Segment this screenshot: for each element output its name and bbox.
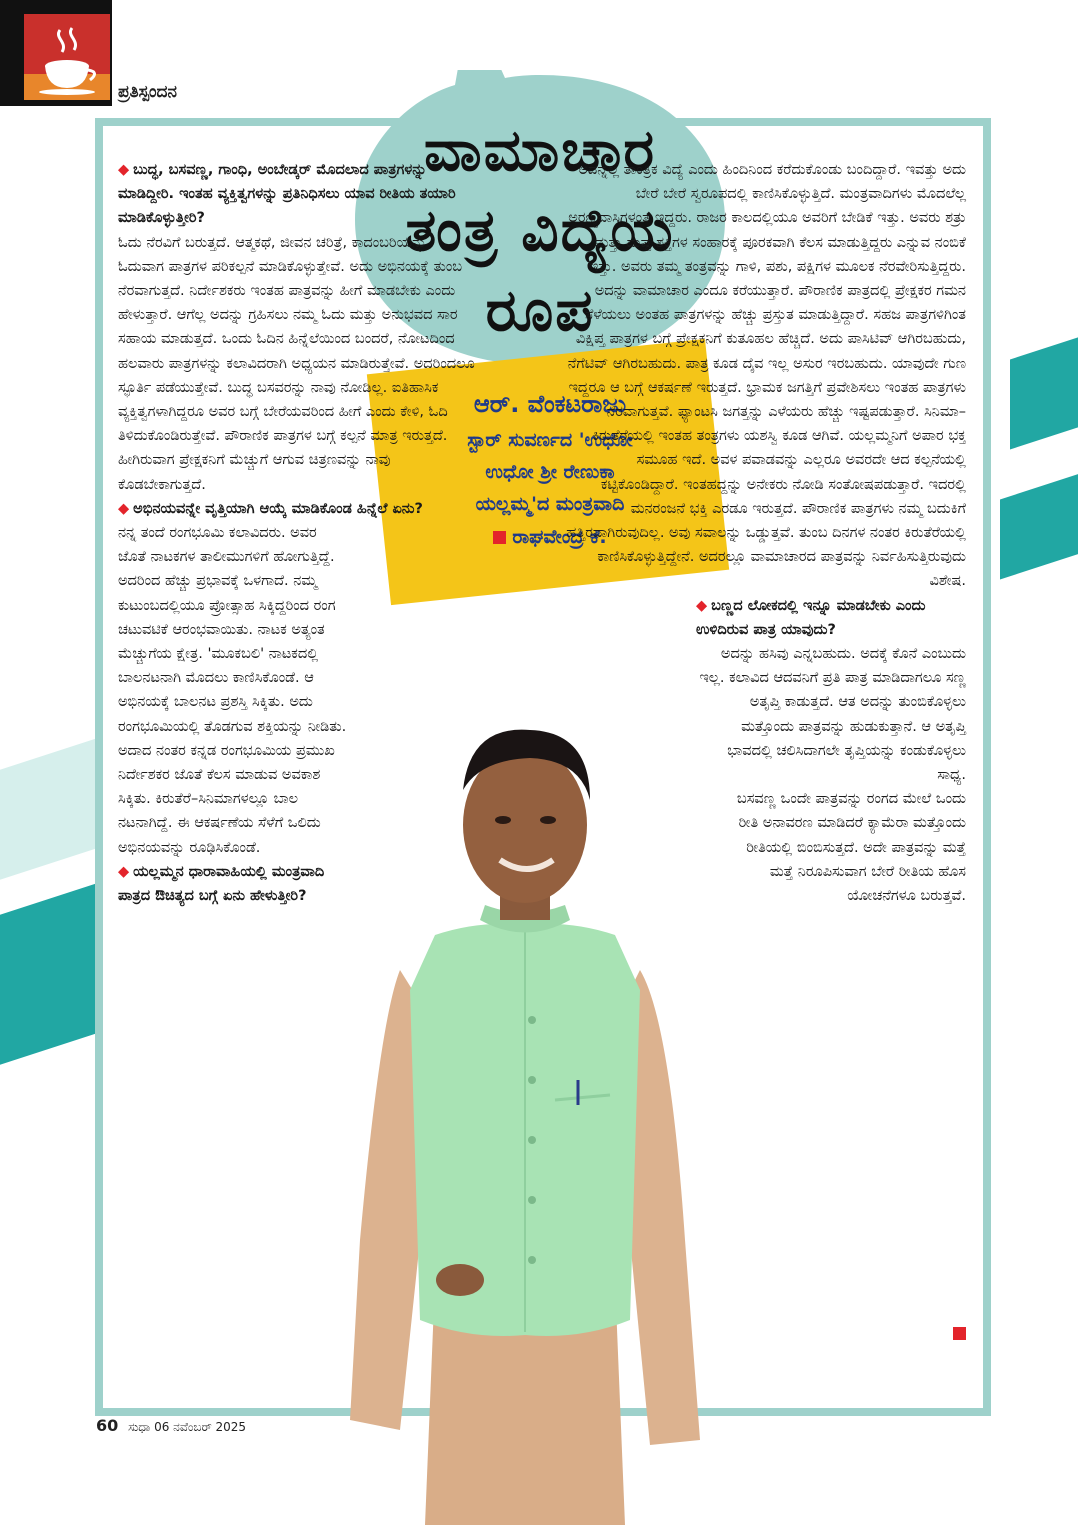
question-text: ಬಣ್ಣದ ಲೋಕದಲ್ಲಿ ಇನ್ನೂ ಮಾಡಬೇಕು ಎಂದು ಉಳಿದಿರುವ ಪಾತ್ರ ಯಾವುದು? <box>696 597 926 638</box>
question-text: ಬುದ್ಧ, ಬಸವಣ್ಣ, ಗಾಂಧಿ, ಅಂಬೇಡ್ಕರ್ ಮೊದಲಾದ ಪಾತ್ರಗಳನ್ನು ಮಾಡಿದ್ದೀರಿ. ಇಂತಹ ವ್ಯಕ್ತಿತ್ವಗಳನ್ನು ಪ್ರತಿನಿಧಿಸಲು ಯಾವ ರೀತಿಯ ತಯಾರಿ ಮಾಡಿಕೊಳ್ಳುತ್ತೀರಿ? <box>118 162 456 227</box>
answer-paragraph: ಅದನ್ನೆಲ್ಲ ತಾಂತ್ರಿಕ ವಿದ್ಯೆ ಎಂದು ಹಿಂದಿನಿಂದ ಕರೆದುಕೊಂಡು ಬಂದಿದ್ದಾರೆ. ಇವತ್ತು ಅದು ಬೇರೆ ಬೇರೆ ಸ್ವರೂಪದಲ್ಲಿ ಕಾಣಿಸಿಕೊಳ್ಳುತ್ತಿದೆ. ಮಂತ್ರವಾದಿಗಳು ಮೊದಲೆಲ್ಲ ಅರಣ್ಯವಾಸಿಗಳಂತೆ ಇದ್ದರು. ರಾಜರ ಕಾಲದಲ್ಲಿಯೂ ಅವರಿಗೆ ಬೇಡಿಕೆ ಇತ್ತು. ಅವರು ಶತ್ರು ಮತ್ತು ದುಷ್ಟ ಶಕ್ತಿಗಳ ಸಂಹಾರಕ್ಕೆ ಪೂರಕವಾಗಿ ಕೆಲಸ ಮಾಡುತ್ತಿದ್ದರು ಎನ್ನುವ ನಂಬಿಕೆ ಇತ್ತು. ಅವರು ತಮ್ಮ ತಂತ್ರವನ್ನು ಗಾಳಿ, ಪಶು, ಪಕ್ಷಿಗಳ ಮೂಲಕ ನೆರವೇರಿಸುತ್ತಿದ್ದರು. ಅದನ್ನು ವಾಮಾಚಾರ ಎಂದೂ ಕರೆಯುತ್ತಾರೆ. ಪೌರಾಣಿಕ ಪಾತ್ರದಲ್ಲಿ ಪ್ರೇಕ್ಷಕರ ಗಮನ ಸೆಳೆಯಲು ಅಂತಹ ಪಾತ್ರಗಳನ್ನು ಹೆಚ್ಚು ಪ್ರಸ್ತುತ ಮಾಡುತ್ತಿದ್ದಾರೆ. ಸಹಜ ಪಾತ್ರಗಳಿಗಿಂತ ವಿಕ್ಷಿಪ್ತ ಪಾತ್ರಗಳ ಬಗ್ಗೆ ಪ್ರೇಕ್ಷಕನಿಗೆ ಕುತೂಹಲ ಹೆಚ್ಚಿದೆ. ಅದು ಪಾಸಿಟಿವ್ ಆಗಿರಬಹುದು, ನೆಗೆಟಿವ್ ಆಗಿರಬಹುದು. ಪಾತ್ರ ಕೂಡ ದೈವ ಇಲ್ಲ ಅಸುರ ಇರಬಹುದು. ಯಾವುದೇ ಗುಣ ಇದ್ದರೂ ಆ ಬಗ್ಗೆ ಆಕರ್ಷಣೆ ಇರುತ್ತದೆ. ಭ್ರಾಮಕ ಜಗತ್ತಿಗೆ ಪ್ರವೇಶಿಸಲು ಇಂತಹ ಪಾತ್ರಗಳು ನೆರವಾಗುತ್ತವೆ. ಫ್ಯಾಂಟಸಿ ಜಗತ್ತನ್ನು ಎಳೆಯರು ಹೆಚ್ಚು ಇಷ್ಟಪಡುತ್ತಾರೆ. ಸಿನಿಮಾ–ಕಿರುತೆರೆಯಲ್ಲಿ ಇಂತಹ ತಂತ್ರಗಳು ಯಶಸ್ವಿ ಕೂಡ ಆಗಿವೆ. ಯಲ್ಲಮ್ಮನಿಗೆ ಅಪಾರ ಭಕ್ತ ಸಮೂಹ ಇದೆ. ಅವಳ ಪವಾಡವನ್ನು ಎಲ್ಲರೂ ಅವರದೇ ಆದ ಕಲ್ಪನೆಯಲ್ಲಿ ಕಟ್ಟಿಕೊಂಡಿದ್ದಾರೆ. ಇಂತಹದ್ದನ್ನು ಅನೇಕರು ನೋಡಿ ಸಂತೋಷಪಡುತ್ತಾರೆ. ಇದರಲ್ಲಿ ಮನರಂಜನೆ ಭಕ್ತಿ ಎರಡೂ ಇರುತ್ತದೆ. ಪೌರಾಣಿಕ ಪಾತ್ರಗಳು ನಮ್ಮ ಬದುಕಿಗೆ ಹತ್ತಿರವಾಗಿರುವುದಿಲ್ಲ. ಅವು ಸವಾಲನ್ನು ಒಡ್ಡುತ್ತವೆ. ತುಂಬ ದಿನಗಳ ನಂತರ ಕಿರುತೆರೆಯಲ್ಲಿ ಕಾಣಿಸಿಕೊಳ್ಳುತ್ತಿದ್ದೇನೆ. ಅದರಲ್ಲೂ ವಾಮಾಚಾರದ ಪಾತ್ರವನ್ನು ನಿರ್ವಹಿಸುತ್ತಿರುವುದು ವಿಶೇಷ. <box>566 162 966 590</box>
page-number: 60 <box>96 1416 119 1435</box>
bullet-square-icon <box>493 531 506 544</box>
byline-text: ರಾಘವೇಂದ್ರ ಕೆ. <box>512 526 607 548</box>
decorative-band <box>1000 461 1078 580</box>
guest-role-line: ಉಧೋ ಶ್ರೀ ರೇಣುಕಾ <box>485 461 615 483</box>
question-paragraph <box>118 497 476 521</box>
person-photo <box>340 720 710 1525</box>
footer-text: ಸುಧಾ 06 ನವೆಂಬರ್ 2025 <box>128 1420 247 1434</box>
diamond-bullet-icon: ◆ <box>696 597 708 614</box>
guest-role-line: ಯಲ್ಲಮ್ಮ'ದ ಮಂತ್ರವಾದಿ <box>475 493 625 515</box>
guest-name: ಆರ್. ವೆಂಕಟರಾಜು <box>473 390 627 418</box>
question-text: ಯಲ್ಲಮ್ಮನ ಧಾರಾವಾಹಿಯಲ್ಲಿ ಮಂತ್ರವಾದಿ ಪಾತ್ರದ ಔಚಿತ್ಯದ ಬಗ್ಗೆ ಏನು ಹೇಳುತ್ತೀರಿ? <box>118 863 325 905</box>
answer-paragraph: ನನ್ನ ತಂದೆ ರಂಗಭೂಮಿ ಕಲಾವಿದರು. ಅವರ ಜೊತೆ ನಾಟಕಗಳ ತಾಲೀಮುಗಳಿಗೆ ಹೋಗುತ್ತಿದ್ದೆ. ಅದರಿಂದ ಹೆಚ್ಚು ಪ್ರಭಾವಕ್ಕೆ ಒಳಗಾದೆ. ನಮ್ಮ ಕುಟುಂಬದಲ್ಲಿಯೂ ಪ್ರೋತ್ಸಾಹ ಸಿಕ್ಕಿದ್ದರಿಂದ ರಂಗ ಚಟುವಟಿಕೆ ಆರಂಭವಾಯಿತು. ನಾಟಕ ಅತ್ಯಂತ ಮೆಚ್ಚುಗೆಯ ಕ್ಷೇತ್ರ. 'ಮೂಕಬಲಿ' ನಾಟಕದಲ್ಲಿ ಬಾಲನಟನಾಗಿ ಮೊದಲು ಕಾಣಿಸಿಕೊಂಡೆ. ಆ ಅಭಿನಯಕ್ಕೆ ಬಾಲನಟ ಪ್ರಶಸ್ತಿ ಸಿಕ್ಕಿತು. ಅದು ರಂಗಭೂಮಿಯಲ್ಲಿ ತೊಡಗುವ ಶಕ್ತಿಯನ್ನು ನೀಡಿತು. ಅದಾದ ನಂತರ ಕನ್ನಡ ರಂಗಭೂಮಿಯ ಪ್ರಮುಖ ನಿರ್ದೇಶಕರ ಜೊತೆ ಕೆಲಸ ಮಾಡುವ ಅವಕಾಶ ಸಿಕ್ಕಿತು. ಕಿರುತೆರೆ–ಸಿನಿಮಾಗಳಲ್ಲೂ ಬಾಲ ನಟನಾಗಿದ್ದೆ. ಈ ಆಕರ್ಷಣೆಯ ಸೆಳೆಗೆ ಒಲಿದು ಅಭಿನಯವನ್ನು ರೂಢಿಸಿಕೊಂಡೆ. <box>118 525 347 856</box>
coffee-cup-icon <box>30 22 104 96</box>
headline-line: ವಾಮಾಚಾರ <box>423 116 657 184</box>
end-mark-square-icon <box>953 1327 966 1340</box>
answer-paragraph: ಬಸವಣ್ಣ ಒಂದೇ ಪಾತ್ರವನ್ನು ರಂಗದ ಮೇಲೆ ಒಂದು ರೀತಿ ಅನಾವರಣ ಮಾಡಿದರೆ ಕ್ಯಾಮೆರಾ ಮತ್ತೊಂದು ರೀತಿಯಲ್ಲಿ ಬಿಂಬಿಸುತ್ತದೆ. ಅದೇ ಪಾತ್ರವನ್ನು ಮತ್ತೆ ಮತ್ತೆ ನಿರೂಪಿಸುವಾಗ ಬೇರೆ ರೀತಿಯ ಹೊಸ ಯೋಚನೆಗಳೂ ಬರುತ್ತವೆ. <box>736 791 966 905</box>
answer-paragraph: ಅದನ್ನು ಹಸಿವು ಎನ್ನಬಹುದು. ಅದಕ್ಕೆ ಕೊನೆ ಎಂಬುದು ಇಲ್ಲ. ಕಲಾವಿದ ಆದವನಿಗೆ ಪ್ರತಿ ಪಾತ್ರ ಮಾಡಿದಾಗಲೂ ಸಣ್ಣ ಅತೃಪ್ತಿ ಕಾಡುತ್ತದೆ. ಆತ ಅದನ್ನು ತುಂಬಿಕೊಳ್ಳಲು ಮತ್ತೊಂದು ಪಾತ್ರವನ್ನು ಹುಡುಕುತ್ತಾನೆ. ಆ ಅತೃಪ್ತಿ ಭಾವದಲ್ಲಿ ಚಲಿಸಿದಾಗಲೇ ತೃಪ್ತಿಯನ್ನು ಕಂಡುಕೊಳ್ಳಲು ಸಾಧ್ಯ. <box>699 646 966 784</box>
headline-line: ರೂಪ <box>485 276 595 344</box>
headline-line: ತಂತ್ರ ವಿದ್ಯೆಯ <box>405 196 675 264</box>
diamond-bullet-icon: ◆ <box>118 863 130 880</box>
diamond-bullet-icon: ◆ <box>118 162 130 178</box>
answer-paragraph: ಓದು ನೆರವಿಗೆ ಬರುತ್ತದೆ. ಆತ್ಮಕಥೆ, ಜೀವನ ಚರಿತ್ರೆ, ಕಾದಂಬರಿಯನ್ನು ಓದುವಾಗ ಪಾತ್ರಗಳ ಪರಿಕಲ್ಪನೆ ಮಾಡಿಕೊಳ್ಳುತ್ತೇವೆ. ಅದು ಅಭಿನಯಕ್ಕೆ ತುಂಬ ನೆರವಾಗುತ್ತದೆ. ನಿರ್ದೇಶಕರು ಇಂತಹ ಪಾತ್ರವನ್ನು ಹೀಗೆ ಮಾಡಬೇಕು ಎಂದು ಹೇಳುತ್ತಾರೆ. ಆಗೆಲ್ಲ ಅದನ್ನು ಗ್ರಹಿಸಲು ನಮ್ಮ ಓದು ಮತ್ತು ಅನುಭವದ ಸಾರ ಸಹಾಯ ಮಾಡುತ್ತದೆ. ಒಂದು ಓದಿನ ಹಿನ್ನೆಲೆಯಿಂದ ಬಂದರೆ, ನೋಟದಿಂದ ಹಲವಾರು ಪಾತ್ರಗಳನ್ನು ಕಲಾವಿದರಾಗಿ ಅಧ್ಯಯನ ಮಾಡಿರುತ್ತೇವೆ. ಅದರಿಂದಲೂ ಸ್ಫೂರ್ತಿ ಪಡೆಯುತ್ತೇವೆ. ಬುದ್ಧ ಬಸವರನ್ನು ನಾವು ನೋಡಿಲ್ಲ. ಐತಿಹಾಸಿಕ ವ್ಯಕ್ತಿತ್ವಗಳಾಗಿದ್ದರೂ ಅವರ ಬಗ್ಗೆ ಬೇರೆಯವರಿಂದ ಹೀಗೆ ಎಂದು ಕೇಳಿ, ಓದಿ ತಿಳಿದುಕೊಂಡಿರುತ್ತೇವೆ. ಪೌರಾಣಿಕ ಪಾತ್ರಗಳ ಬಗ್ಗೆ ಕಲ್ಪನೆ ಮಾತ್ರ ಇರುತ್ತದೆ. ಹೀಗಿರುವಾಗ ಪ್ರೇಕ್ಷಕನಿಗೆ ಮೆಚ್ಚುಗೆ ಆಗುವ ಚಿತ್ರಣವನ್ನು ನಾವು ಕೊಡಬೇಕಾಗುತ್ತದೆ. <box>118 234 475 493</box>
decorative-band <box>1010 321 1078 450</box>
decorative-band <box>0 737 100 892</box>
diamond-bullet-icon: ◆ <box>118 500 130 517</box>
guest-role-line: ಸ್ಟಾರ್ ಸುವರ್ಣದ 'ಉಧೋ <box>467 429 633 451</box>
question-paragraph <box>696 594 966 642</box>
question-paragraph <box>118 860 348 908</box>
page-footer <box>96 1416 246 1435</box>
decorative-band <box>0 882 100 1077</box>
section-label: ಪ್ರತಿಸ್ಪಂದನ <box>118 82 177 102</box>
question-paragraph <box>118 158 476 231</box>
question-text: ಅಭಿನಯವನ್ನೇ ವೃತ್ತಿಯಾಗಿ ಆಯ್ಕೆ ಮಾಡಿಕೊಂಡ ಹಿನ್ನೆಲೆ ಏನು? <box>133 500 423 517</box>
